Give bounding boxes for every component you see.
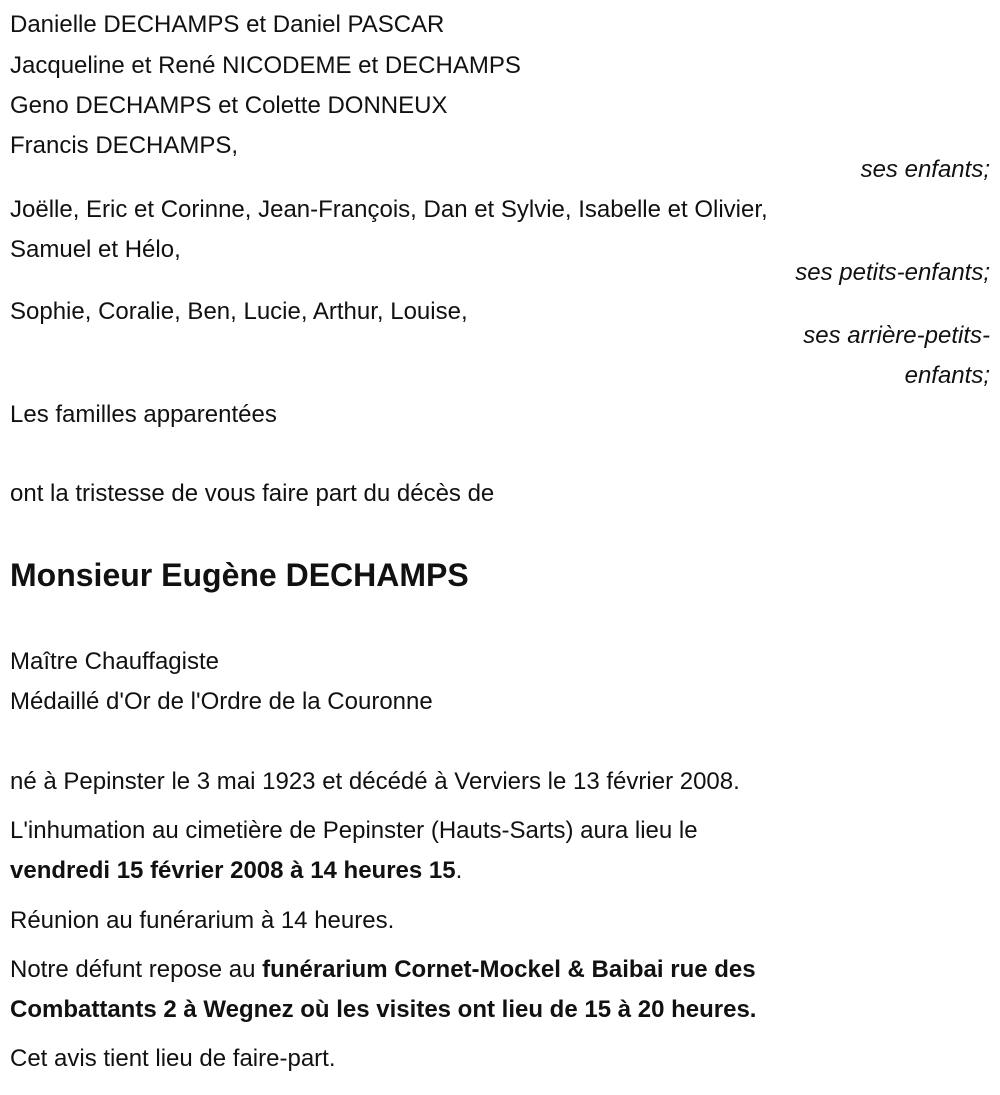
- great-grandchildren-label: enfants;: [904, 362, 990, 389]
- closing: Cet avis tient lieu de faire-part.: [10, 1045, 336, 1072]
- title-line: Maître Chauffagiste: [10, 648, 220, 675]
- grandchildren-line: Joëlle, Eric et Corinne, Jean-François, Dan et Sylvie, Isabelle et Olivier,: [10, 196, 768, 223]
- rest-line-2: Combattants 2 à Wegnez où les visites ont lieu de 15 à 20 heures.: [10, 996, 757, 1023]
- funeral-home: funérarium Cornet-Mockel & Baibai rue des: [262, 956, 756, 983]
- birth-death: né à Pepinster le 3 mai 1923 et décédé à Verviers le 13 février 2008.: [10, 768, 740, 795]
- burial-date-line: vendredi 15 février 2008 à 14 heures 15.: [10, 857, 463, 884]
- rest-line: Notre défunt repose au funérarium Cornet-Mockel & Baibai rue des: [10, 956, 756, 983]
- child-line: Francis DECHAMPS,: [10, 132, 239, 159]
- great-grandchildren-label: ses arrière-petits-: [803, 322, 990, 349]
- child-line: Geno DECHAMPS et Colette DONNEUX: [10, 92, 448, 119]
- announcement: ont la tristesse de vous faire part du décès de: [10, 480, 495, 507]
- meeting: Réunion au funérarium à 14 heures.: [10, 907, 395, 934]
- grandchildren-label: ses petits-enfants;: [795, 259, 990, 286]
- child-line: Danielle DECHAMPS et Daniel PASCAR: [10, 11, 445, 38]
- families-line: Les familles apparentées: [10, 401, 277, 428]
- burial-date: vendredi 15 février 2008 à 14 heures 15: [10, 857, 456, 884]
- great-grandchildren-line: Sophie, Coralie, Ben, Lucie, Arthur, Louise,: [10, 298, 468, 325]
- children-label: ses enfants;: [860, 156, 990, 183]
- title-line: Médaillé d'Or de l'Ordre de la Couronne: [10, 688, 433, 715]
- burial-text: L'inhumation au cimetière de Pepinster (Hauts-Sarts) aura lieu le: [10, 817, 698, 844]
- grandchildren-line: Samuel et Hélo,: [10, 236, 181, 263]
- deceased-name: Monsieur Eugène DECHAMPS: [10, 557, 469, 593]
- child-line: Jacqueline et René NICODEME et DECHAMPS: [10, 52, 521, 79]
